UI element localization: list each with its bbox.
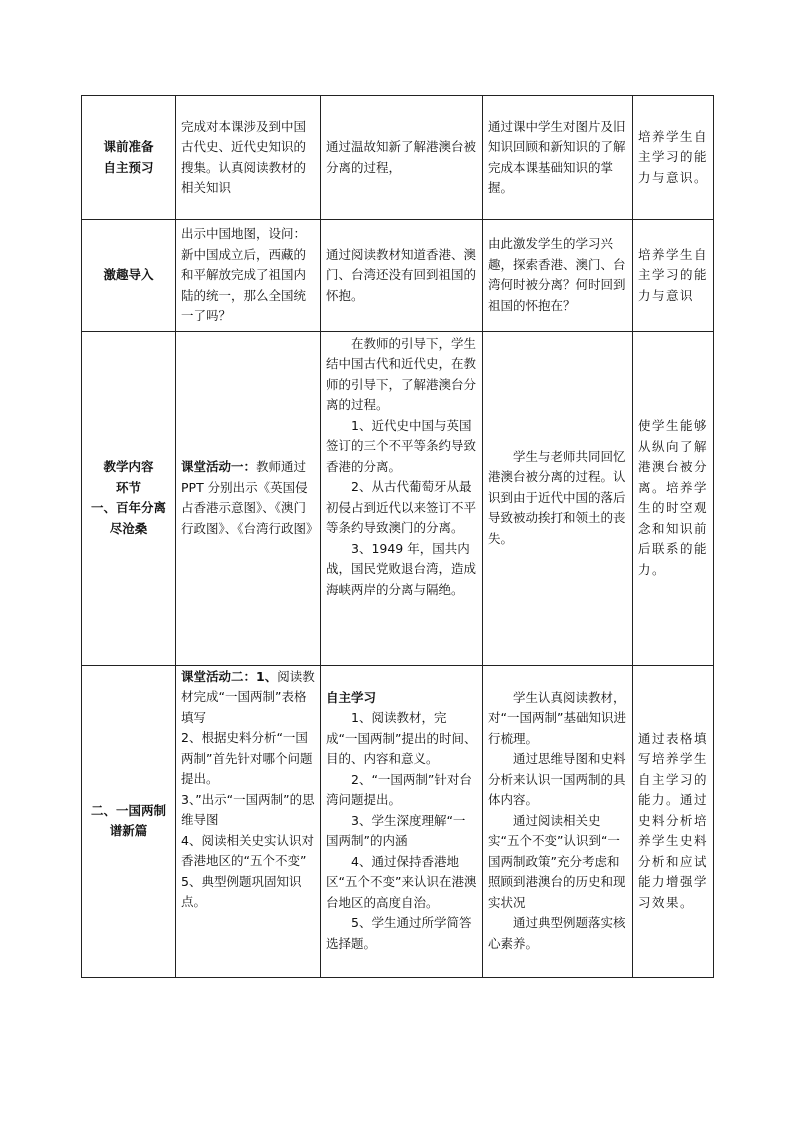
stage-label: 课前准备: [103, 139, 154, 154]
goal-cell: [633, 331, 714, 665]
design-intent-text: 学生认真阅读教材，对“一国两制”基础知识进行梳理。: [488, 689, 626, 746]
student-activity-cell: [321, 665, 483, 977]
goal-text: 通过表格填写培养学生自主学习的能力。通过史料分析培养学生史料分析和应试能力增强学习效果。: [638, 730, 709, 910]
goal-cell: [633, 220, 714, 332]
student-activity-text: 1、近代史中国与英国签订的三个不平等条约导致香港的分离。: [326, 417, 477, 474]
design-intent-text: 通过典型例题落实核心素养。: [488, 915, 626, 951]
stage-label: 教学内容: [103, 459, 154, 474]
stage-label: 环节: [115, 479, 141, 495]
teacher-activity-text: 出示中国地图，设问：新中国成立后，西藏的和平解放完成了祖国内陆的统一，那么全国统一了吗？: [181, 226, 307, 323]
activity-description: 阅读教材完成“一国两制”表格填写: [181, 668, 315, 725]
teacher-activity-text: [181, 667, 315, 729]
table-row: [82, 96, 714, 220]
teacher-activity-text: 4、阅读相关史实认识对香港地区的“五个不变”: [181, 832, 314, 868]
goal-cell: [633, 96, 714, 220]
stage-label: 尽沧桑: [109, 520, 148, 536]
student-activity-cell: [321, 331, 483, 665]
teacher-activity-cell: [176, 96, 321, 220]
teacher-activity-text: [181, 457, 319, 539]
student-activity-text: 通过阅读教材知道香港、澳门、台湾还没有回到祖国的怀抱。: [326, 246, 477, 303]
student-activity-text: 2、“一国两制”针对台湾问题提出。: [326, 771, 472, 807]
teacher-activity-cell: [176, 220, 321, 332]
student-activity-cell: [321, 220, 483, 332]
table-row: [82, 220, 714, 332]
teacher-activity-text: 2、根据史料分析“一国两制”首先针对哪个问题提出。: [181, 730, 313, 786]
stage-label: 谱新篇: [109, 823, 148, 838]
stage-cell: [82, 220, 176, 332]
stage-label: 一、百年分离: [90, 500, 166, 515]
teacher-activity-text: 5、典型例题巩固知识点。: [181, 873, 302, 909]
activity-description: 教师通过 PPT 分别出示《英国侵占香港示意图》、《澳门行政图》、《台湾行政图》: [181, 459, 319, 536]
goal-text: 培养学生自主学习的能力与意识。: [638, 128, 709, 185]
design-intent-cell: [483, 220, 633, 332]
design-intent-text: 学生与老师共同回忆港澳台被分离的过程。认识到由于近代中国的落后导致被动挨打和领土的丧失。: [488, 448, 626, 546]
stage-label: 激趣导入: [103, 267, 154, 282]
lesson-plan-table: [81, 95, 714, 978]
student-activity-text: 通过温故知新了解港澳台被分离的过程，: [326, 139, 477, 175]
student-activity-text: 3、1949 年，国共内战，国民党败退台湾，造成海峡两岸的分离与隔绝。: [326, 540, 477, 597]
goal-text: 使学生能够从纵向了解港澳台被分离。培养学生的时空观念和知识前后联系的能力。: [638, 418, 709, 577]
student-activity-cell: [321, 96, 483, 220]
student-activity-text: 1、阅读教材，完成“一国两制”提出的时间、目的、内容和意义。: [326, 710, 477, 766]
design-intent-text: 通过课中学生对图片及旧知识回顾和新知识的了解完成本课基础知识的掌握。: [488, 118, 626, 195]
teacher-activity-text: 完成对本课涉及到中国古代史、近代史知识的搜集。认真阅读教材的相关知识: [181, 118, 307, 195]
student-activity-text: 4、通过保持香港地区“五个不变”来认识在港澳台地区的高度自治。: [326, 853, 477, 910]
design-intent-cell: [483, 665, 633, 977]
table-row: [82, 665, 714, 977]
stage-label: 二、一国两制: [90, 802, 166, 818]
goal-cell: [633, 665, 714, 977]
teacher-activity-cell: [176, 331, 321, 665]
activity-heading: 课堂活动二：1、: [181, 668, 278, 684]
table-row: [82, 331, 714, 665]
student-activity-text: 2、从古代葡萄牙从最初侵占到近代以来签订不平等条约导致澳门的分离。: [326, 479, 477, 535]
stage-label: 自主预习: [103, 159, 154, 175]
student-activity-text: 5、学生通过所学简答选择题。: [326, 915, 472, 951]
design-intent-text: 由此激发学生的学习兴趣，探索香港、澳门、台湾何时被分离？何时回到祖国的怀抱在？: [488, 236, 626, 313]
stage-cell: [82, 665, 176, 977]
design-intent-cell: [483, 96, 633, 220]
student-activity-text: 在教师的引导下，学生结中国古代和近代史，在教师的引导下，了解港澳台分离的过程。: [326, 335, 477, 412]
student-activity-heading: 自主学习: [326, 689, 377, 705]
teacher-activity-cell: [176, 665, 321, 977]
student-activity-text: 3、学生深度理解“一国两制”的内涵: [326, 812, 466, 848]
stage-cell: [82, 96, 176, 220]
stage-cell: [82, 331, 176, 665]
activity-heading: 课堂活动一：: [181, 459, 257, 474]
design-intent-cell: [483, 331, 633, 665]
goal-text: 培养学生自主学习的能力与意识: [638, 246, 709, 303]
design-intent-text: 通过思维导图和史料分析来认识一国两制的具体内容。: [488, 751, 626, 807]
teacher-activity-text: 3、”出示“一国两制”的思维导图: [181, 791, 315, 827]
design-intent-text: 通过阅读相关史实“五个不变”认识到“一国两制政策”充分考虑和照顾到港澳台的历史和现实状况: [488, 812, 626, 910]
